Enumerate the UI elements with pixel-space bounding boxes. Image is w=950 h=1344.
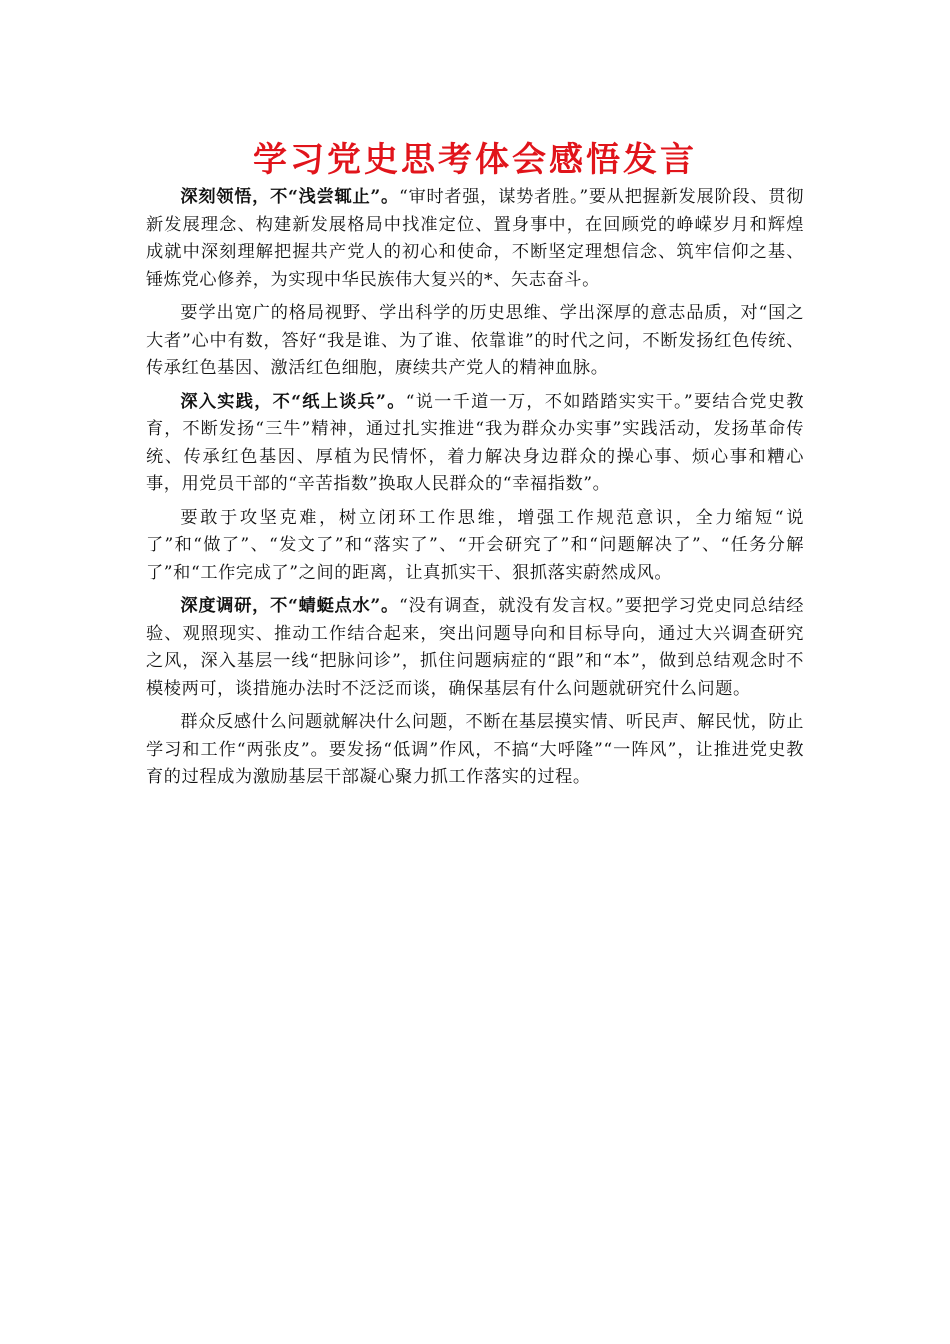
paragraph-2 bbox=[146, 300, 804, 383]
paragraph-3 bbox=[146, 389, 804, 499]
paragraph-lead: 深度调研，不“蜻蜓点水”。 bbox=[180, 596, 399, 616]
paragraph-4 bbox=[146, 505, 804, 588]
paragraph-5 bbox=[146, 593, 804, 703]
paragraph-text: 要学出宽广的格局视野、学出科学的历史思维、学出深厚的意志品质，对“国之大者”心中有数，答好“我是谁、为了谁、依靠谁”的时代之问，不断发扬红色传统、传承红色基因、激活红色细胞，赓续共产党人的精神血脉。 bbox=[146, 303, 804, 378]
paragraph-lead: 深刻领悟，不“浅尝辄止”。 bbox=[180, 187, 399, 207]
paragraph-text: “没有调查，就没有发言权。”要把学习党史同总结经验、观照现实、推动工作结合起来，突出问题导向和目标导向，通过大兴调查研究之风，深入基层一线“把脉问诊”，抓住问题病症的“跟”和“本”，做到总结观念时不模棱两可，谈措施办法时不泛泛而谈，确保基层有什么问题就研究什么问题。 bbox=[146, 596, 804, 699]
paragraph-6 bbox=[146, 709, 804, 792]
paragraph-text: “审时者强，谋势者胜。”要从把握新发展阶段、贯彻新发展理念、构建新发展格局中找准定位、置身事中，在回顾党的峥嵘岁月和辉煌成就中深刻理解把握共产党人的初心和使命，不断坚定理想信念、筑牢信仰之基、锤炼党心修养，为实现中华民族伟大复兴的*、矢志奋斗。 bbox=[146, 187, 804, 290]
paragraph-text: 要敢于攻坚克难，树立闭环工作思维，增强工作规范意识，全力缩短“说了”和“做了”、“发文了”和“落实了”、“开会研究了”和“问题解决了”、“任务分解了”和“工作完成了”之间的距离，让真抓实干、狠抓落实蔚然成风。 bbox=[146, 507, 804, 583]
document-body bbox=[146, 184, 804, 798]
paragraph-lead: 深入实践，不“纸上谈兵”。 bbox=[180, 391, 406, 412]
paragraph-text: 群众反感什么问题就解决什么问题，不断在基层摸实情、听民声、解民忧，防止学习和工作“两张皮”。要发扬“低调”作风，不搞“大呼隆”“一阵风”，让推进党史教育的过程成为激励基层干部凝心聚力抓工作落实的过程。 bbox=[146, 712, 804, 787]
document-title: 学习党史思考体会感悟发言 bbox=[253, 140, 697, 180]
paragraph-1 bbox=[146, 184, 804, 294]
paragraph-text: “说一千道一万，不如踏踏实实干。”要结合党史教育，不断发扬“三牛”精神，通过扎实推进“我为群众办实事”实践活动，发扬革命传统、传承红色基因、厚植为民情怀，着力解决身边群众的操心事、烦心事和糟心事，用党员干部的“辛苦指数”换取人民群众的“幸福指数”。 bbox=[146, 391, 804, 494]
